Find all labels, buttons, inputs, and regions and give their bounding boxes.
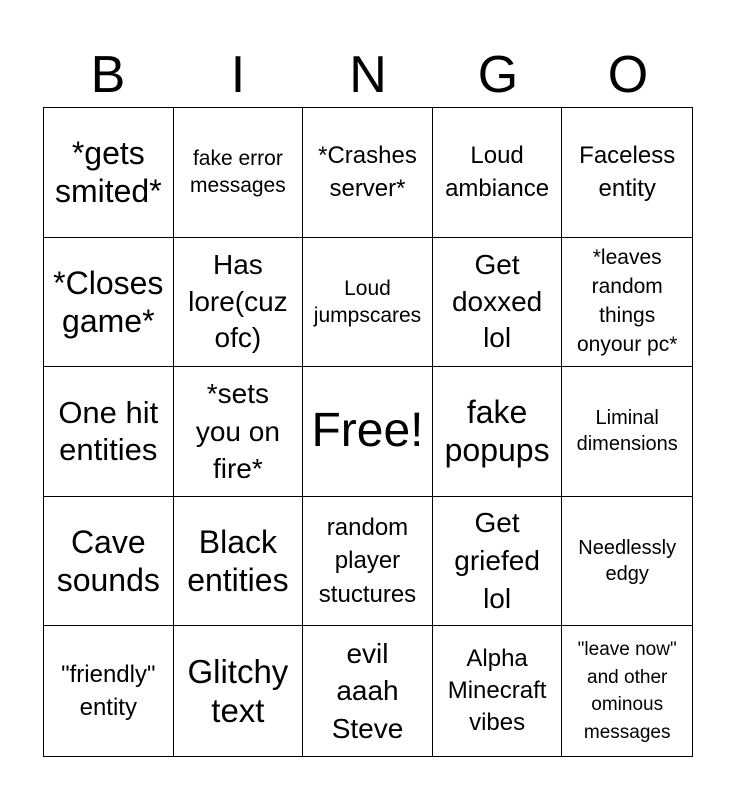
bingo-cell-r2-c2[interactable] <box>174 238 304 368</box>
bingo-cell-r3-c4[interactable] <box>433 367 563 497</box>
cell-text: *leaves random things onyour pc* <box>576 245 678 356</box>
cell-text: Loud jumpscares <box>313 276 422 327</box>
bingo-board <box>43 107 693 757</box>
header-letter-o: O <box>607 46 649 104</box>
bingo-cell-r4-c3[interactable] <box>303 497 433 627</box>
bingo-cell-r3-c1[interactable] <box>44 367 174 497</box>
cell-text: Needlessly edgy <box>578 537 677 586</box>
bingo-cell-r3-c2[interactable] <box>174 367 304 497</box>
cell-text: *Closes game* <box>53 264 164 339</box>
cell-text: Faceless entity <box>579 141 676 203</box>
bingo-cell-r5-c4[interactable] <box>433 626 563 756</box>
cell-text: *Crashes server* <box>318 141 417 203</box>
bingo-cell-r1-c5[interactable] <box>562 108 692 238</box>
cell-text: "leave now" and other ominous messages <box>577 639 677 743</box>
bingo-cell-r5-c3[interactable] <box>303 626 433 756</box>
bingo-cell-r2-c3[interactable] <box>303 238 433 368</box>
bingo-cell-r1-c1[interactable] <box>44 108 174 238</box>
cell-text: Cave sounds <box>56 523 160 599</box>
bingo-header <box>43 46 693 104</box>
bingo-cell-r4-c5[interactable] <box>562 497 692 627</box>
cell-text: Liminal dimensions <box>576 407 678 456</box>
cell-text: fake popups <box>444 394 550 469</box>
cell-text: Alpha Minecraft vibes <box>447 645 547 737</box>
bingo-cell-r5-c5[interactable] <box>562 626 692 756</box>
bingo-cell-r2-c4[interactable] <box>433 238 563 368</box>
bingo-cell-r5-c1[interactable] <box>44 626 174 756</box>
bingo-cell-r5-c2[interactable] <box>174 626 304 756</box>
cell-text: One hit entities <box>58 395 159 468</box>
cell-text: Loud ambiance <box>445 141 550 203</box>
bingo-cell-r2-c1[interactable] <box>44 238 174 368</box>
bingo-cell-r2-c5[interactable] <box>562 238 692 368</box>
cell-text: *gets smited* <box>54 134 162 210</box>
bingo-cell-r1-c3[interactable] <box>303 108 433 238</box>
cell-text: Get doxxed lol <box>451 249 543 354</box>
cell-text: evil aaah Steve <box>331 637 404 745</box>
cell-text: Glitchy text <box>187 652 289 730</box>
cell-text: Get griefed lol <box>454 507 540 614</box>
header-letter-g: G <box>477 46 519 104</box>
bingo-cell-r1-c4[interactable] <box>433 108 563 238</box>
bingo-cell-r4-c4[interactable] <box>433 497 563 627</box>
header-letter-n: N <box>349 46 387 104</box>
bingo-cell-r3-c5[interactable] <box>562 367 692 497</box>
bingo-cell-r4-c2[interactable] <box>174 497 304 627</box>
bingo-cell-r4-c1[interactable] <box>44 497 174 627</box>
header-letter-b: B <box>90 46 126 104</box>
cell-text: *sets you on fire* <box>195 377 280 485</box>
bingo-cell-r1-c2[interactable] <box>174 108 304 238</box>
cell-text: Has lore(cuz ofc) <box>188 249 288 354</box>
free-space-text: Free! <box>311 404 424 458</box>
cell-text: Black entities <box>187 523 289 599</box>
cell-text: fake error messages <box>190 147 286 198</box>
cell-text: random player stuctures <box>318 513 417 608</box>
header-letter-i: I <box>230 46 246 104</box>
bingo-cell-free[interactable] <box>303 367 433 497</box>
cell-text: "friendly" entity <box>61 660 156 722</box>
